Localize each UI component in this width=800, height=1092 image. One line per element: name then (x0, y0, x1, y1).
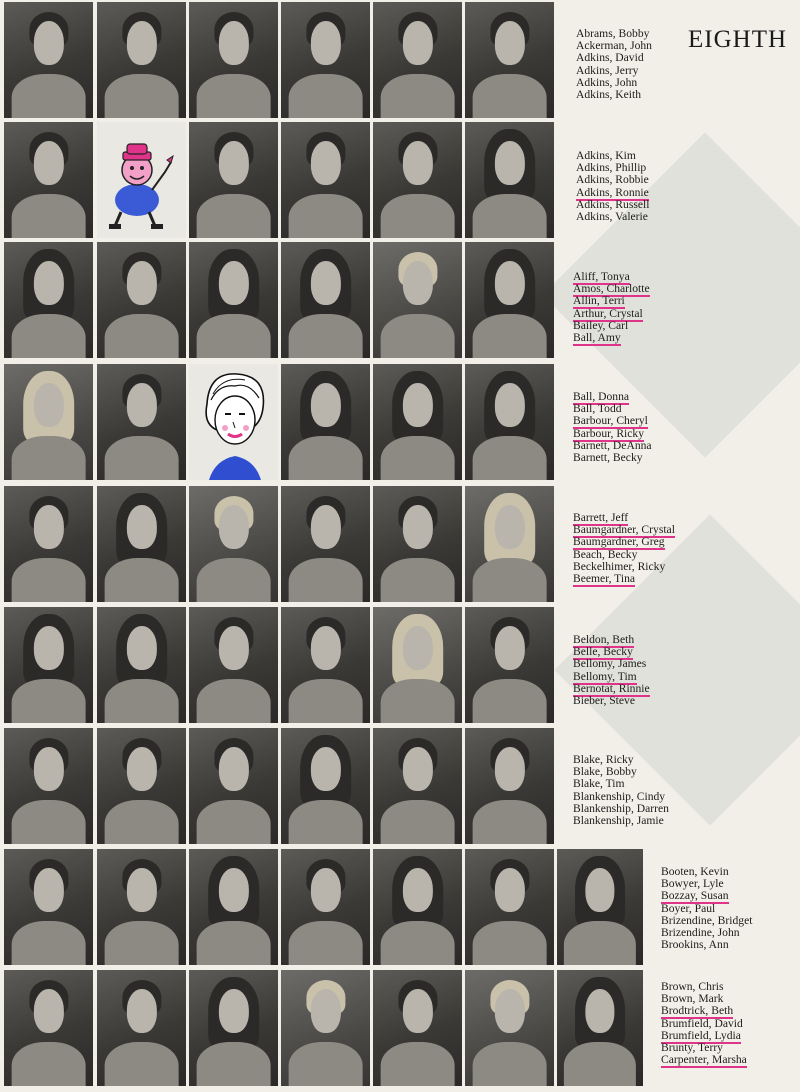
student-portrait (465, 2, 554, 118)
student-name-text: Brown, Mark (661, 992, 724, 1006)
student-name-text: Abrams, Bobby (576, 27, 650, 40)
student-name-text: Adkins, Ronnie (576, 185, 649, 199)
student-name-text: Bailey, Carl (573, 318, 629, 332)
student-name-text: Ackerman, John (576, 39, 652, 53)
student-portrait (465, 849, 554, 965)
student-portrait (97, 486, 186, 602)
student-name-text: Blake, Ricky (573, 753, 634, 766)
student-portrait (4, 607, 93, 723)
student-portrait (281, 242, 370, 358)
name-list (573, 754, 669, 827)
student-name-text: Adkins, Phillip (576, 161, 647, 175)
student-name-text: Blake, Bobby (573, 765, 637, 779)
student-name-text: Aliff, Tonya (573, 270, 630, 283)
student-name-text: Adkins, Valerie (576, 209, 648, 223)
name-list (573, 391, 652, 464)
student-portrait (189, 607, 278, 723)
student-name (661, 939, 752, 951)
student-name-text: Adkins, Keith (576, 87, 642, 101)
student-portrait (281, 728, 370, 844)
student-name-highlighted (573, 415, 652, 427)
name-list (573, 634, 650, 707)
student-portrait (189, 849, 278, 965)
student-name-text: Brizendine, Bridget (661, 913, 753, 927)
student-name-text: Ball, Amy (573, 330, 621, 344)
student-portrait (189, 728, 278, 844)
student-portrait (465, 486, 554, 602)
student-name-text: Brumfield, David (661, 1016, 743, 1030)
student-name-text: Blake, Tim (573, 777, 625, 791)
student-name (573, 695, 650, 707)
student-name-text: Barnett, DeAnna (573, 438, 652, 452)
student-portrait (465, 364, 554, 480)
student-name-highlighted (661, 1054, 747, 1066)
student-portrait (281, 486, 370, 602)
student-name-text: Brown, Chris (661, 980, 724, 993)
student-name (576, 211, 649, 223)
student-portrait (281, 364, 370, 480)
student-name-text: Barrett, Jeff (573, 511, 629, 524)
student-portrait (189, 122, 278, 238)
student-name-text: Brodtrick, Beth (661, 1004, 734, 1018)
name-list (661, 981, 747, 1066)
cartoon-boy-illustration (97, 122, 186, 238)
student-name-text: Beckelhimer, Ricky (573, 559, 666, 573)
student-portrait (373, 607, 462, 723)
student-portrait (4, 242, 93, 358)
student-name-text: Brizendine, John (661, 925, 740, 939)
student-name-text: Bowyer, Lyle (661, 877, 724, 891)
student-name-text: Belle, Becky (573, 645, 633, 659)
student-name-text: Boyer, Paul (661, 901, 716, 915)
student-portrait (373, 728, 462, 844)
student-portrait (4, 849, 93, 965)
student-name-text: Barbour, Cheryl (573, 414, 648, 428)
student-name-text: Adkins, David (576, 51, 644, 65)
name-list (576, 28, 652, 101)
student-portrait (465, 122, 554, 238)
student-name-text: Baumgardner, Greg (573, 535, 665, 549)
student-portrait (465, 607, 554, 723)
student-name-text: Adkins, John (576, 75, 638, 89)
student-portrait (97, 728, 186, 844)
student-name-text: Blankenship, Jamie (573, 813, 664, 827)
student-portrait (373, 486, 462, 602)
student-name (573, 815, 669, 827)
student-portrait (557, 970, 643, 1086)
student-portrait (281, 122, 370, 238)
student-name-text: Brookins, Ann (661, 938, 729, 952)
student-portrait (4, 486, 93, 602)
student-portrait (4, 122, 93, 238)
student-portrait (189, 242, 278, 358)
student-name-text: Bellomy, James (573, 657, 647, 671)
student-portrait (97, 607, 186, 723)
name-list (573, 512, 675, 585)
student-name-text: Blankenship, Darren (573, 801, 669, 815)
student-portrait (97, 849, 186, 965)
student-name-text: Adkins, Russell (576, 197, 650, 211)
student-name-text: Arthur, Crystal (573, 306, 643, 320)
student-name-text: Brunty, Terry (661, 1040, 723, 1054)
student-name-text: Allin, Terri (573, 294, 625, 308)
student-name-text: Booten, Kevin (661, 865, 729, 878)
student-name-text: Barnett, Becky (573, 450, 643, 464)
student-name-text: Amos, Charlotte (573, 282, 650, 296)
student-portrait (97, 364, 186, 480)
student-portrait (189, 970, 278, 1086)
student-name (573, 658, 650, 670)
student-portrait (4, 970, 93, 1086)
student-portrait (189, 2, 278, 118)
student-portrait (465, 242, 554, 358)
student-portrait (4, 728, 93, 844)
student-portrait (373, 364, 462, 480)
student-portrait (281, 607, 370, 723)
student-name-text: Carpenter, Marsha (661, 1053, 747, 1067)
student-portrait (373, 122, 462, 238)
student-portrait (4, 364, 93, 480)
student-portrait (4, 2, 93, 118)
student-name-text: Adkins, Jerry (576, 63, 639, 77)
student-name-text: Bieber, Steve (573, 693, 635, 707)
student-portrait (97, 2, 186, 118)
student-name-text: Beach, Becky (573, 547, 638, 561)
student-portrait (465, 728, 554, 844)
student-portrait (281, 970, 370, 1086)
student-name-text: Ball, Todd (573, 402, 622, 416)
student-name (573, 452, 652, 464)
student-name-highlighted (573, 573, 675, 585)
student-portrait (373, 849, 462, 965)
student-name-text: Brumfield, Lydia (661, 1028, 741, 1042)
student-portrait (281, 2, 370, 118)
student-name-text: Bozzay, Susan (661, 889, 729, 903)
student-name-highlighted (573, 295, 650, 307)
student-name (576, 174, 649, 186)
student-name-text: Baumgardner, Crystal (573, 523, 675, 537)
cartoon-girl-illustration (189, 364, 278, 480)
name-list (661, 866, 752, 951)
student-portrait (97, 242, 186, 358)
student-name-text: Beldon, Beth (573, 633, 635, 646)
student-name-text: Ball, Donna (573, 390, 630, 403)
page-heading: EIGHTH (688, 26, 788, 53)
student-portrait (557, 849, 643, 965)
student-portrait (97, 970, 186, 1086)
student-name-text: Blankenship, Cindy (573, 789, 666, 803)
student-name-text: Barbour, Ricky (573, 426, 645, 440)
student-name-highlighted (573, 671, 650, 683)
student-portrait (281, 849, 370, 965)
student-name (661, 1018, 747, 1030)
student-portrait (189, 486, 278, 602)
student-name-text: Adkins, Robbie (576, 173, 649, 187)
student-portrait (373, 242, 462, 358)
student-portrait (373, 970, 462, 1086)
student-name-text: Bellomy, Tim (573, 669, 637, 683)
name-list (573, 271, 650, 344)
student-name (576, 89, 652, 101)
student-portrait (465, 970, 554, 1086)
student-name-text: Bernotat, Rinnie (573, 681, 650, 695)
student-portrait (373, 2, 462, 118)
student-name-text: Adkins, Kim (576, 149, 636, 162)
name-list (576, 150, 649, 223)
student-name-text: Beemer, Tina (573, 571, 636, 585)
student-name-highlighted (573, 332, 650, 344)
